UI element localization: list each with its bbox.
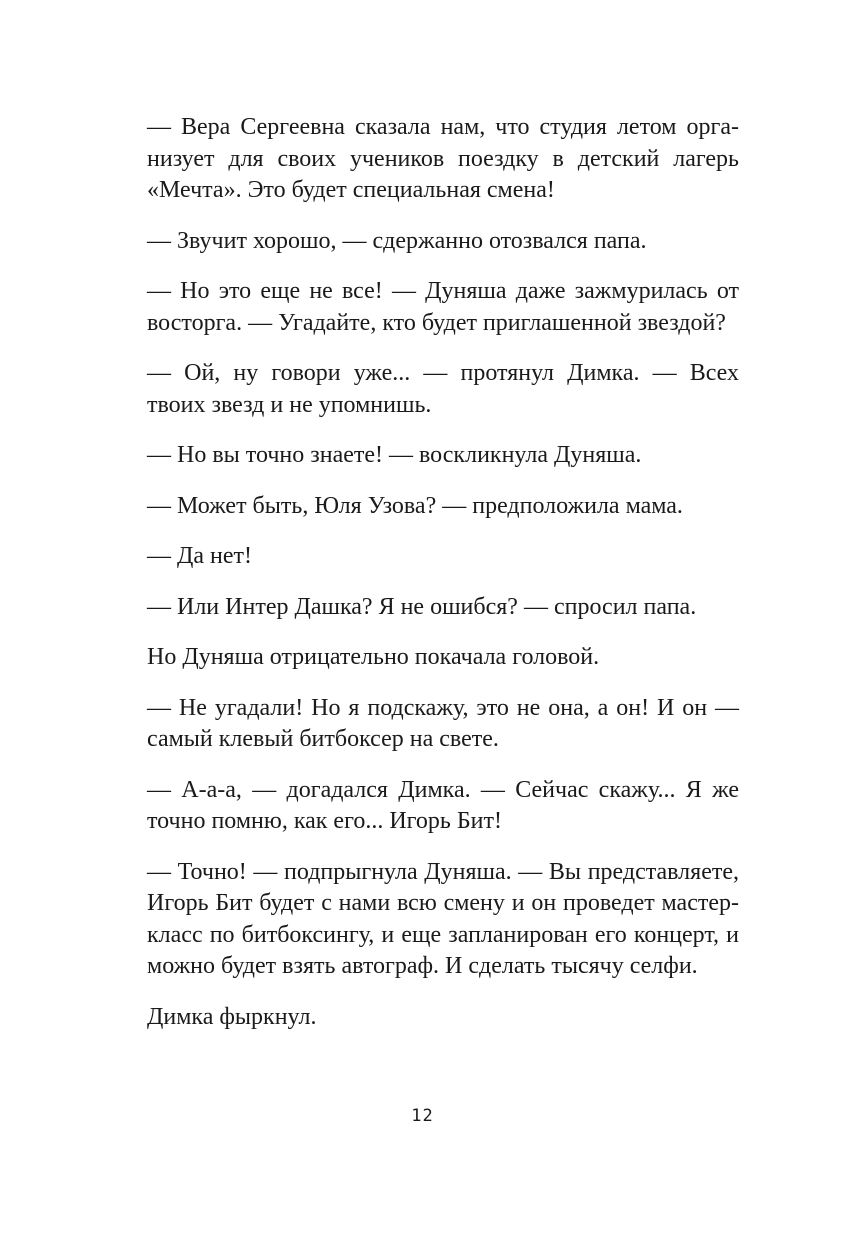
paragraph-6: — Может быть, Юля Узова? — предположила мама. xyxy=(147,492,683,519)
paragraph-2: — Звучит хорошо, — сдержанно отозвался папа. xyxy=(147,227,647,254)
paragraph-1: — Вера Сергеевна сказала нам, что студия летом организует для своих учеников поездку в детский лагерь «Мечта». Это будет специальная смена! xyxy=(147,114,739,203)
paragraph-5: — Но вы точно знаете! — воскликнула Дуняша. xyxy=(147,442,642,468)
paragraph-10: — Не угадали! Но я подскажу, это не она, а он! И он — самый клевый битбоксер на свете. xyxy=(147,694,739,752)
paragraph-9: Но Дуняша отрицательно покачала головой. xyxy=(147,644,600,670)
paragraph-3: — Но это еще не все! — Дуняша даже зажмурилась от восторга. — Угадайте, кто будет приглашенной звездой? xyxy=(147,278,739,336)
paragraph-12: — Точно! — подпрыгнула Дуняша. — Вы представляете, Игорь Бит будет с нами всю смену и он проведет мастер-класс по битбоксингу, и еще запланирован его концерт, и можно будет взять автограф. И сделать тысячу селфи. xyxy=(147,858,739,979)
page-text xyxy=(147,112,739,1052)
paragraph-13: Димка фыркнул. xyxy=(147,1003,317,1030)
page-number: 12 xyxy=(411,1106,434,1126)
paragraph-4: — Ой, ну говори уже... — протянул Димка. — Всех твоих звезд и не упомнишь. xyxy=(147,360,739,418)
paragraph-11: — А-а-а, — догадался Димка. — Сейчас скажу... Я же точно помню, как его... Игорь Бит! xyxy=(147,776,739,834)
paragraph-7: — Да нет! xyxy=(147,543,252,569)
paragraph-8: — Или Интер Дашка? Я не ошибся? — спросил папа. xyxy=(147,593,697,620)
